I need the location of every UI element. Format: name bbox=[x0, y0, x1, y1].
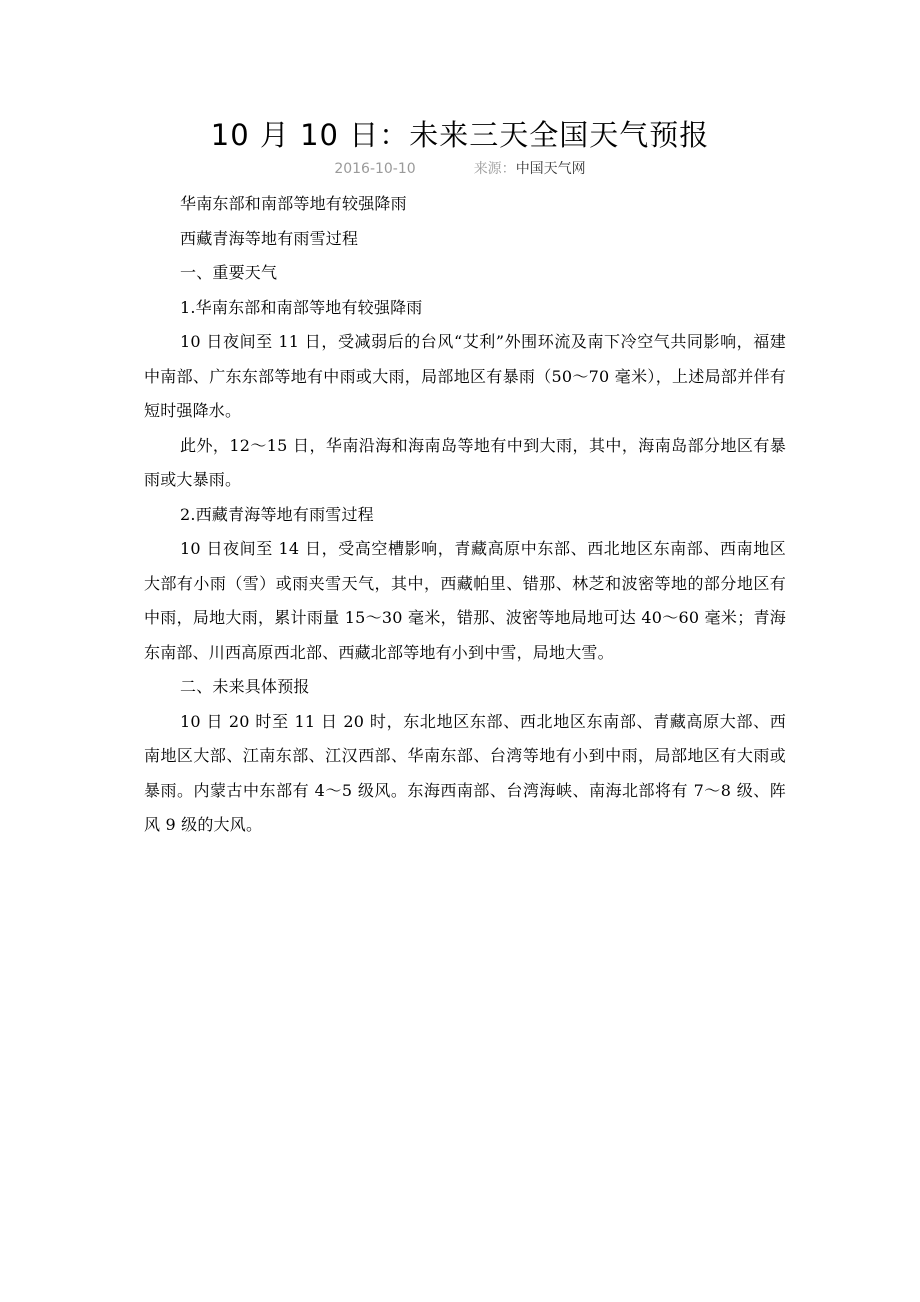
summary-line-2: 西藏青海等地有雨雪过程 bbox=[180, 228, 359, 248]
article-title: 10 月 10 日：未来三天全国天气预报 bbox=[210, 118, 710, 152]
subheading-south-china-rain: 1.华南东部和南部等地有较强降雨 bbox=[180, 297, 423, 317]
paragraph-forecast-detail: 10 日 20 时至 11 日 20 时，东北地区东部、西北地区东南部、青藏高原大部、西南地区大部、江南东部、江汉西部、华南东部、台湾等地有小到中雨，局部地区有大雨或暴雨。内蒙古中东部有 4～5 级风。东海西南部、台湾海峡、南海北部将有 7～8 级、阵风 9 级的大风。 bbox=[144, 711, 786, 834]
article-source-label: 来源： bbox=[473, 161, 516, 177]
article-body bbox=[144, 187, 786, 843]
article-date: 2016-10-10 bbox=[334, 161, 416, 177]
paragraph-south-china-extra: 此外，12～15 日，华南沿海和海南岛等地有中到大雨，其中，海南岛部分地区有暴雨或大暴雨。 bbox=[144, 435, 786, 489]
paragraph-tibet-qinghai-detail: 10 日夜间至 14 日，受高空槽影响，青藏高原中东部、西北地区东南部、西南地区大部有小雨（雪）或雨夹雪天气，其中，西藏帕里、错那、林芝和波密等地的部分地区有中雨，局地大雨，累计雨量 15～30 毫米，错那、波密等地局地可达 40～60 毫米；青海东南部、川西高原西北部、西藏北部等地有小到中雪，局地大雪。 bbox=[144, 539, 786, 662]
article-meta bbox=[0, 158, 920, 180]
paragraph-south-china-rain-detail: 10 日夜间至 11 日，受减弱后的台风“艾利”外围环流及南下冷空气共同影响，福建中南部、广东东部等地有中雨或大雨，局部地区有暴雨（50～70 毫米），上述局部并伴有短时强降水。 bbox=[144, 332, 786, 420]
section-heading-forecast: 二、未来具体预报 bbox=[180, 677, 310, 696]
article-source-value: 中国天气网 bbox=[515, 161, 586, 177]
summary-line-1: 华南东部和南部等地有较强降雨 bbox=[180, 194, 407, 213]
subheading-tibet-qinghai: 2.西藏青海等地有雨雪过程 bbox=[180, 504, 374, 524]
section-heading-important-weather: 一、重要天气 bbox=[180, 263, 278, 282]
